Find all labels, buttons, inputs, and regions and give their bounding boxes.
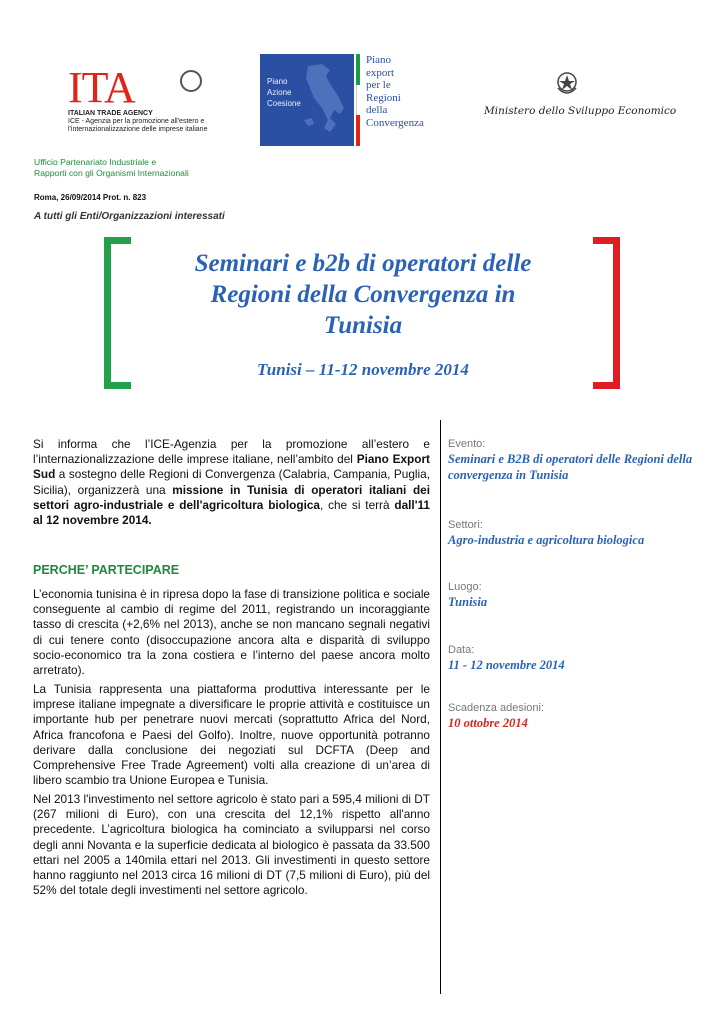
location-value: Tunisia — [448, 595, 488, 609]
piano-export-logo — [260, 54, 454, 146]
ita-logo-caption: ITALIAN TRADE AGENCY ICE - Agenzia per la promozione all'estero e l'internazionalizzazione delle imprese italiane — [68, 110, 208, 133]
green-bracket — [104, 237, 131, 389]
deadline-label: Scadenza adesioni: — [448, 702, 545, 714]
page-title: Seminari e b2b di operatori delle Regioni della Convergenza in Tunisia — [194, 250, 532, 339]
sidebar-event — [448, 437, 708, 483]
sectors-label: Settori: — [448, 519, 483, 531]
sidebar-location — [448, 580, 708, 610]
piano-export-title: Piano export per le Regioni della Convergenza — [366, 54, 424, 129]
event-value: Seminari e B2B di operatori delle Regioni della convergenza in Tunisia — [448, 452, 693, 482]
ita-logo — [68, 63, 208, 138]
red-bracket — [593, 237, 620, 389]
italy-map-icon — [300, 62, 350, 140]
ita-logo-mark: ITA — [68, 63, 135, 112]
location-label: Luogo: — [448, 581, 482, 593]
paragraph-investment: Nel 2013 l'investimento nel settore agricolo è stato pari a 595,4 milioni di DT (267 milioni di Euro), con una crescita del 12,1% rispetto all'anno precedente. L’agricoltura biologica ha cominciato a svilupparsi nel corso degli anni Novanta e la superficie dedicata al biologico è passata da 33.500 ettari nel 2005 a 140mila ettari nel 2013. Gli investimenti in questo settore hanno raggiunto nel 2013 circa 16 milioni di DT (7,5 milioni di Euro), più del 52% del totale degli investimenti nel settore agricolo. — [33, 792, 430, 898]
section-heading: PERCHE’ PARTECIPARE — [33, 563, 180, 577]
intro-paragraph: Si informa che l’ICE-Agenzia per la promozione all’estero e l’internazionalizzazione delle imprese italiane, nell’ambito del Piano Export Sud a sostegno delle Regioni di Convergenza (Calabria, Campania, Puglia, Sicilia), organizzerà una missione in Tunisia di operatori italiani dei settori agro-industriale e dell'agricoltura biologica, che si terrà dall'11 al 12 novembre 2014. — [33, 437, 430, 528]
ministry-name: Ministero dello Sviluppo Economico — [484, 105, 677, 117]
sectors-value: Agro-industria e agricoltura biologica — [448, 533, 645, 547]
paragraph-platform: La Tunisia rappresenta una piattaforma produttiva interessante per le imprese italiane impegnate a diversificare le proprie attività e costituisce un importante hub per penetrare nuovi mercati (soprattutto Africa del Nord, Africa francofona e Paesi del Golfo). Inoltre, nuove opportunità potranno derivare dalla conclusione dei negoziati sul DCFTA (Deep and Comprehensive Free Trade Agreement) volti alla creazione di un’area di libero scambio tra Unione Europea e Tunisia. — [33, 682, 430, 788]
sidebar-date — [448, 643, 708, 673]
piano-azione-coesione-panel: Piano Azione Coesione — [260, 54, 354, 146]
date-value: 11 - 12 novembre 2014 — [448, 658, 565, 672]
recipients-line: A tutti gli Enti/Organizzazioni interessati — [34, 211, 225, 222]
italian-emblem-icon — [554, 70, 580, 98]
event-label: Evento: — [448, 438, 486, 450]
page-subtitle: Tunisi – 11-12 novembre 2014 — [257, 360, 469, 379]
column-divider — [440, 420, 441, 994]
tricolor-bar — [356, 54, 360, 146]
deadline-value: 10 ottobre 2014 — [448, 716, 528, 730]
ministry-logo — [484, 70, 677, 126]
sidebar-deadline — [448, 701, 708, 731]
date-label: Data: — [448, 644, 475, 656]
protocol-line: Roma, 26/09/2014 Prot. n. 823 — [34, 193, 147, 202]
ice-seal-icon — [180, 70, 202, 92]
paragraph-economy: L’economia tunisina è in ripresa dopo la fase di transizione politica e sociale conseguente al cambio di regime del 2011, registrando un incoraggiante tasso di crescita (+2,6% nel 2013), anche se non mancano segnali negativi di cui tenere conto (disoccupazione ancora alta e disparità di sviluppo socio-economico tra la zona costiera e l’interno del paese ancora molto arretrato). — [33, 587, 430, 678]
sidebar-sectors — [448, 518, 708, 548]
office-name: Ufficio Partenariato Industriale e Rapporti con gli Organismi Internazionali — [34, 157, 189, 178]
